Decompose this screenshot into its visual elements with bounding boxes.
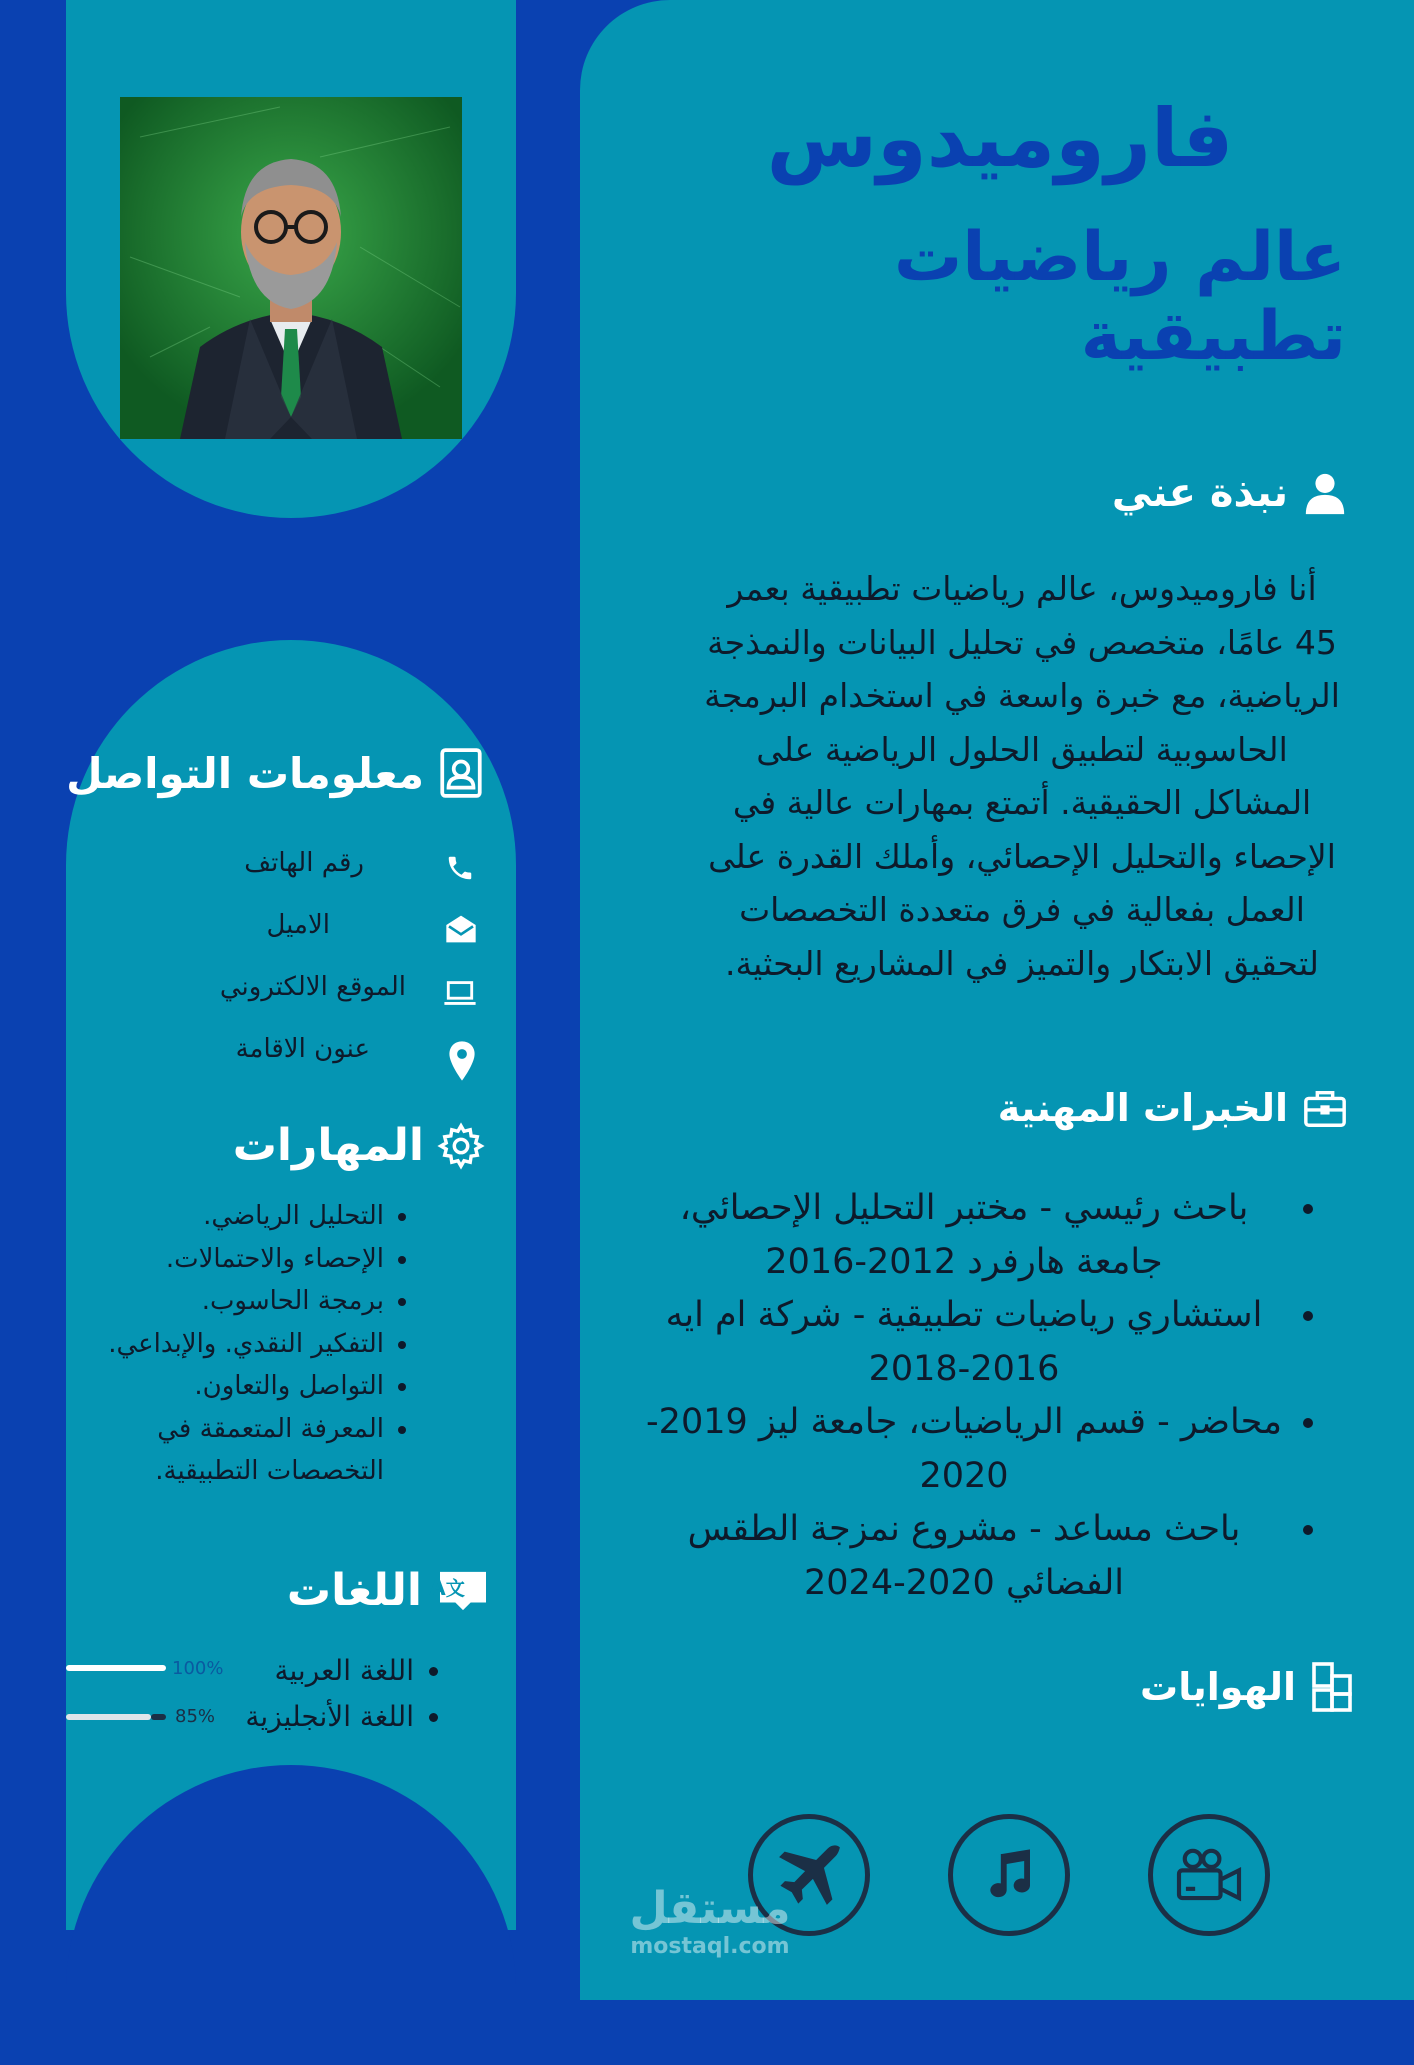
grid-icon [1310,1660,1354,1714]
translate-icon [429,1568,490,1614]
language-item: • اللغة الأنجليزية [84,1694,414,1740]
languages-list [84,1648,454,1740]
contact-heading-label: معلومات التواصل [66,748,424,798]
hobbies-heading [1140,1660,1354,1714]
laptop-icon [443,980,477,1010]
language-percent: 85% [175,1706,216,1727]
skill-item: • الإحصاء والاحتمالات. [64,1238,384,1281]
watermark-domain: mostaql.com [630,1934,790,1959]
skill-item: • التفكير النقدي. والإبداعي. [64,1323,384,1366]
contact-card-icon [438,748,484,798]
languages-heading [287,1565,490,1616]
contact-email[interactable]: الاميل [266,910,330,940]
language-level-bar [66,1665,166,1671]
experience-list [646,1182,1342,1610]
skills-heading [233,1120,484,1171]
contact-phone[interactable]: رقم الهاتف [244,848,364,878]
skills-heading-label: المهارات [232,1120,424,1171]
contact-heading [66,748,484,798]
video-camera-icon [1174,1845,1244,1905]
gear-icon [438,1123,484,1169]
skill-item: • برمجة الحاسوب. [64,1280,384,1323]
languages-heading-label: اللغات [286,1565,422,1616]
language-level-bar [66,1714,151,1720]
briefcase-icon [1302,1085,1348,1131]
location-pin-icon [448,1040,476,1086]
language-level-bar-remainder [151,1714,166,1720]
experience-item: • محاضر - قسم الرياضيات، جامعة ليز 2019-2020 [646,1396,1286,1503]
skill-item: • التحليل الرياضي. [64,1195,384,1238]
hobbies-heading-label: الهوايات [1140,1665,1296,1709]
about-heading-label: نبذة عني [1111,470,1288,516]
hobby-music [948,1814,1070,1936]
experience-item: • باحث مساعد - مشروع نمزجة الطقس الفضائي 2020-2024 [646,1503,1286,1610]
profile-photo [120,97,462,439]
hobby-video [1148,1814,1270,1936]
skill-item: • التواصل والتعاون. [64,1365,384,1408]
about-text: أنا فاروميدوس، عالم رياضيات تطبيقية بعمر 45 عامًا، متخصص في تحليل البيانات والنمذجة الرياضية، مع خبرة واسعة في استخدام البرمجة الحاسوبية لتطبيق الحلول الرياضية على المشاكل الحقيقية. أتمتع بمهارات عالية في الإحصاء والتحليل الإحصائي، وأملك القدرة على العمل بفعالية في فرق متعددة التخصصات لتحقيق الابتكار والتميز في المشاريع البحثية. [704,569,1340,983]
about-heading [1112,470,1348,516]
contact-website[interactable]: الموقع الالكتروني [219,972,406,1002]
language-percent: 100% [172,1658,224,1679]
skills-list [64,1195,434,1493]
phone-icon [445,852,475,888]
experience-heading-label: الخبرات المهنية [997,1086,1288,1130]
user-icon [1302,470,1348,516]
contact-address[interactable]: عنون الاقامة [235,1034,370,1064]
experience-heading [998,1085,1348,1131]
person-name: فاروميدوس [766,92,1234,185]
email-icon [445,914,477,948]
experience-item: • استشاري رياضيات تطبيقية - شركة ام ايه 2016-2018 [646,1289,1286,1396]
watermark [620,1884,800,1959]
music-note-icon [981,1845,1037,1905]
skill-item: • المعرفة المتعمقة في التخصصات التطبيقية. [64,1408,384,1493]
svg-text:文: 文 [445,1576,465,1600]
experience-item: • باحث رئيسي - مختبر التحليل الإحصائي، جامعة هارفرد 2012-2016 [646,1182,1286,1289]
language-item: • اللغة العربية [84,1648,414,1694]
watermark-brand: مستقل [629,1883,791,1934]
job-title: عالم رياضيات تطبيقية [893,218,1346,376]
svg-text:A: A [429,1574,446,1600]
